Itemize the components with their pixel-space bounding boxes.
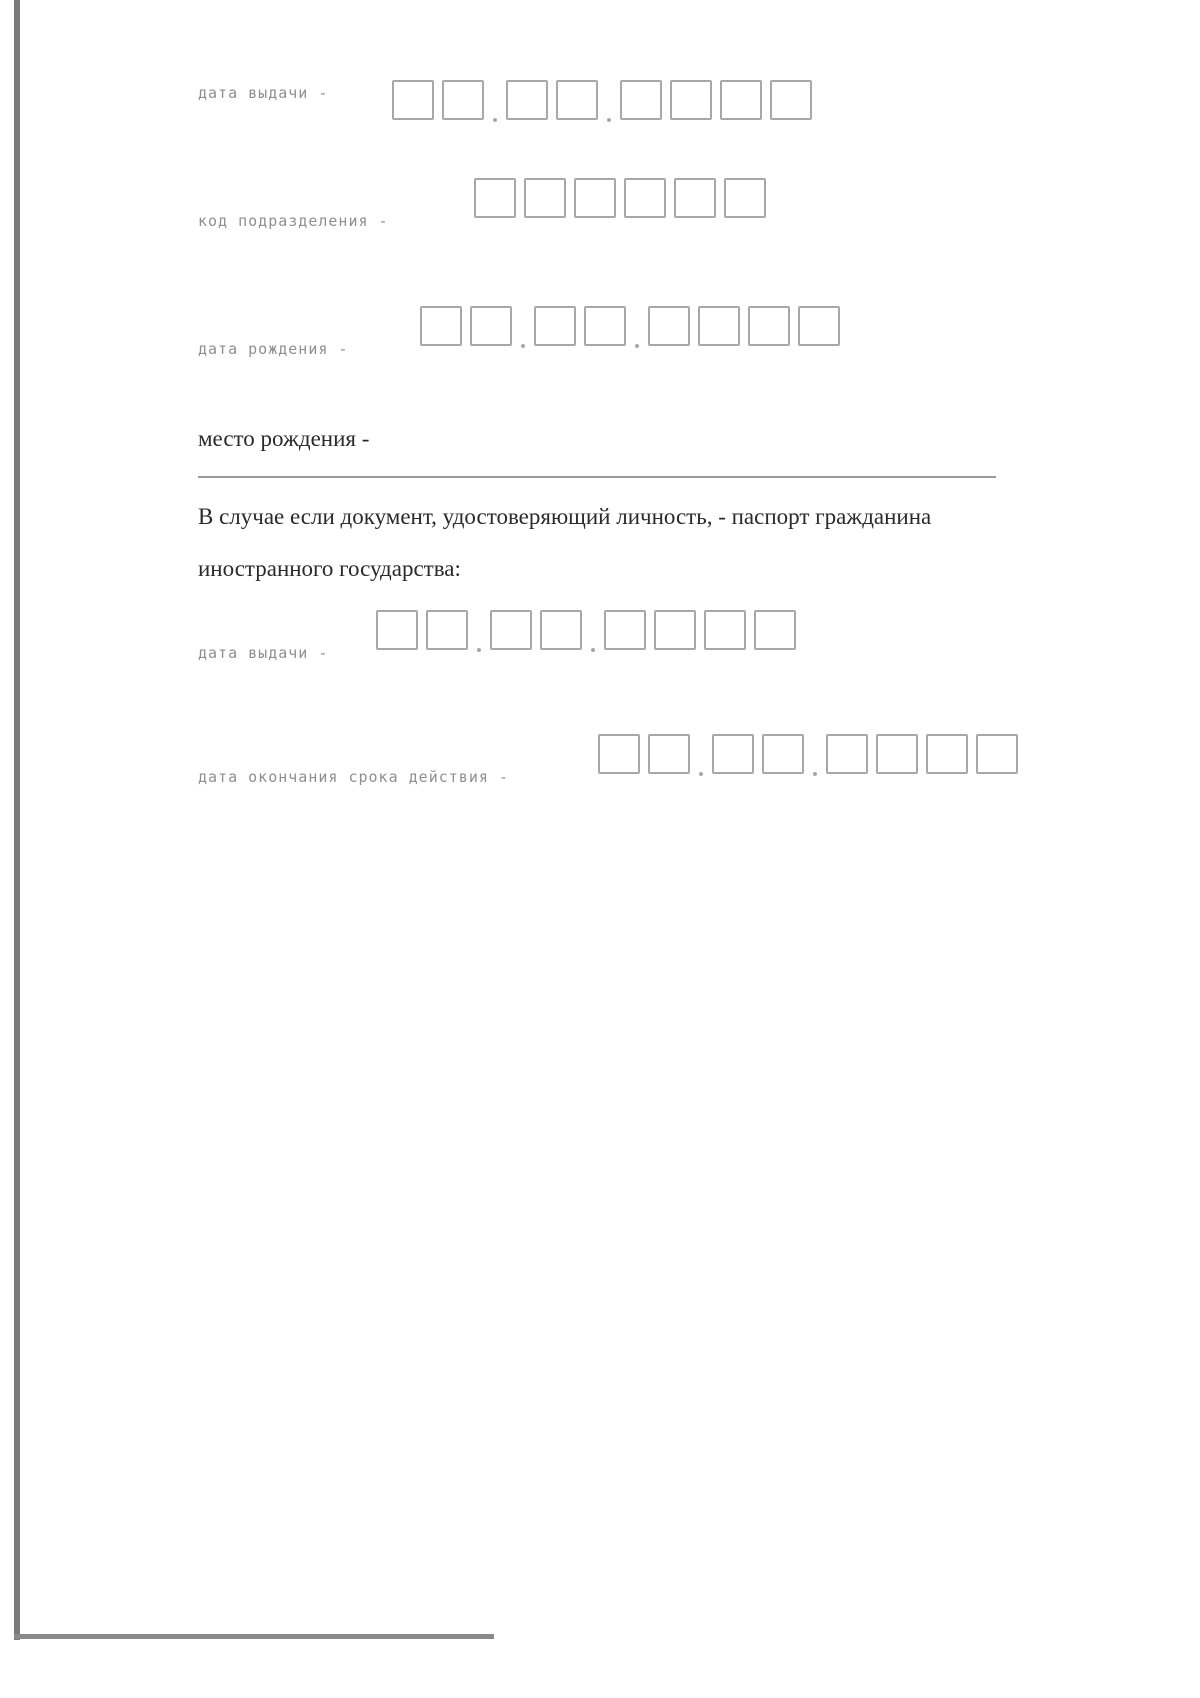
input-cell[interactable] xyxy=(654,610,696,650)
expiry-date-label: дата окончания срока действия - xyxy=(198,768,509,786)
foreign-issue-date-label: дата выдачи - xyxy=(198,644,329,662)
foreign-issue-date-boxes[interactable] xyxy=(376,610,936,656)
date-separator-dot xyxy=(635,344,639,348)
input-cell[interactable] xyxy=(624,178,666,218)
input-cell[interactable] xyxy=(534,306,576,346)
input-cell[interactable] xyxy=(976,734,1018,774)
input-cell[interactable] xyxy=(392,80,434,120)
input-cell[interactable] xyxy=(574,178,616,218)
issue-date-label: дата выдачи - xyxy=(198,84,329,102)
date-separator-dot xyxy=(591,648,595,652)
input-cell[interactable] xyxy=(748,306,790,346)
input-cell[interactable] xyxy=(524,178,566,218)
input-cell[interactable] xyxy=(704,610,746,650)
input-cell[interactable] xyxy=(442,80,484,120)
input-cell[interactable] xyxy=(826,734,868,774)
foreign-passport-note-line1: В случае если документ, удостоверяющий личность, - паспорт гражданина xyxy=(198,504,932,529)
input-cell[interactable] xyxy=(698,306,740,346)
input-cell[interactable] xyxy=(798,306,840,346)
input-cell[interactable] xyxy=(648,306,690,346)
date-separator-dot xyxy=(521,344,525,348)
input-cell[interactable] xyxy=(620,80,662,120)
division-code-label: код подразделения - xyxy=(198,212,389,230)
input-cell[interactable] xyxy=(876,734,918,774)
issue-date-boxes[interactable] xyxy=(392,80,952,126)
date-separator-dot xyxy=(477,648,481,652)
input-cell[interactable] xyxy=(604,610,646,650)
date-separator-dot xyxy=(813,772,817,776)
input-cell[interactable] xyxy=(754,610,796,650)
input-cell[interactable] xyxy=(674,178,716,218)
input-cell[interactable] xyxy=(762,734,804,774)
input-cell[interactable] xyxy=(724,178,766,218)
date-separator-dot xyxy=(493,118,497,122)
date-separator-dot xyxy=(699,772,703,776)
birth-date-boxes[interactable] xyxy=(420,306,980,352)
input-cell[interactable] xyxy=(584,306,626,346)
input-cell[interactable] xyxy=(420,306,462,346)
birth-place-label: место рождения - xyxy=(198,426,370,451)
input-cell[interactable] xyxy=(770,80,812,120)
input-cell[interactable] xyxy=(506,80,548,120)
input-cell[interactable] xyxy=(376,610,418,650)
foreign-passport-note-line2: иностранного государства: xyxy=(198,556,461,581)
date-separator-dot xyxy=(607,118,611,122)
input-cell[interactable] xyxy=(712,734,754,774)
input-cell[interactable] xyxy=(474,178,516,218)
page-edge-left xyxy=(14,0,20,1640)
input-cell[interactable] xyxy=(648,734,690,774)
birth-place-line[interactable] xyxy=(198,476,996,478)
input-cell[interactable] xyxy=(490,610,532,650)
input-cell[interactable] xyxy=(720,80,762,120)
expiry-date-boxes[interactable] xyxy=(598,734,1158,780)
input-cell[interactable] xyxy=(926,734,968,774)
input-cell[interactable] xyxy=(598,734,640,774)
division-code-boxes[interactable] xyxy=(474,178,874,224)
input-cell[interactable] xyxy=(540,610,582,650)
input-cell[interactable] xyxy=(426,610,468,650)
page-edge-bottom xyxy=(14,1634,494,1639)
input-cell[interactable] xyxy=(556,80,598,120)
input-cell[interactable] xyxy=(670,80,712,120)
input-cell[interactable] xyxy=(470,306,512,346)
birth-date-label: дата рождения - xyxy=(198,340,349,358)
